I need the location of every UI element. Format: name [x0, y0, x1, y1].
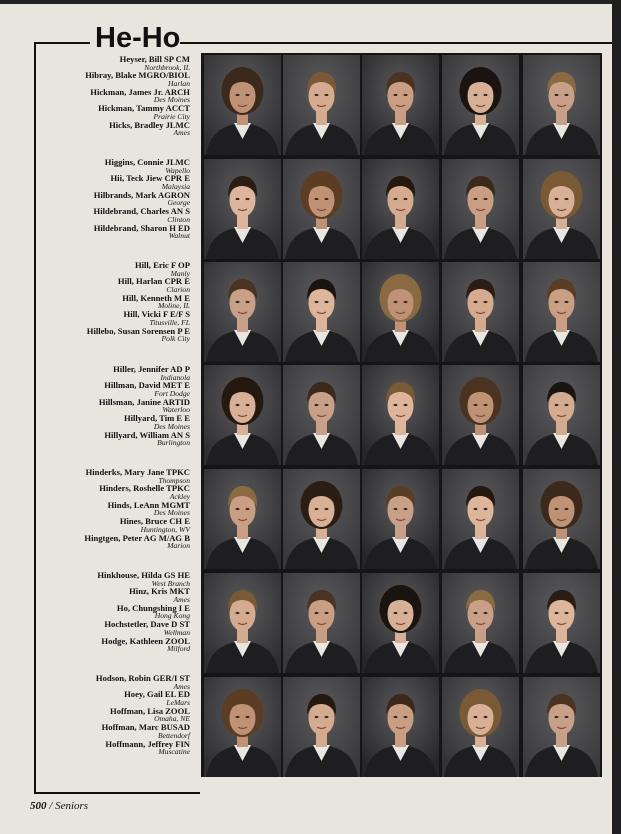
- student-hometown: LeMars: [166, 697, 190, 707]
- student-portrait: [523, 55, 600, 155]
- student-name: Hill, Eric F OP: [134, 260, 190, 270]
- photo-grid: [201, 53, 602, 777]
- student-portrait: [204, 365, 281, 465]
- student-hometown: Marion: [167, 541, 190, 551]
- student-name: Hodson, Robin GER/I ST: [95, 673, 190, 683]
- student-portrait: [442, 469, 519, 569]
- student-hometown: Prairie City: [153, 111, 190, 121]
- student-name: Hiller, Jennifer AD P: [113, 364, 190, 374]
- student-hometown: George: [167, 198, 190, 208]
- student-hometown: Ames: [173, 594, 190, 604]
- student-name: Hinds, LeAnn MGMT: [107, 499, 190, 510]
- student-name: Hoffman, Lisa ZOOL: [110, 705, 190, 716]
- student-name: Hoey, Gail EL ED: [124, 689, 190, 700]
- border-rule-bottom: [34, 792, 200, 794]
- page-edge-right: [612, 0, 621, 834]
- student-name: Hillman, David MET E: [104, 380, 190, 391]
- page-header: He-Ho: [95, 22, 181, 54]
- student-portrait: [523, 365, 600, 465]
- student-portrait: [204, 677, 281, 777]
- student-hometown: Bettendorf: [157, 730, 190, 740]
- student-portrait: [442, 573, 519, 673]
- student-portrait: [204, 159, 281, 259]
- section-name: Seniors: [55, 800, 89, 812]
- student-name: Hill, Kenneth M E: [122, 292, 190, 303]
- student-portrait: [283, 365, 360, 465]
- name-block: [40, 261, 190, 343]
- student-hometown: Malaysia: [161, 181, 190, 191]
- student-hometown: Clarion: [166, 284, 190, 294]
- student-name: Hinkhouse, Hilda GS HE: [97, 570, 190, 580]
- student-portrait: [362, 365, 439, 465]
- student-portrait: [442, 159, 519, 259]
- student-portrait: [523, 469, 600, 569]
- student-name: Hickman, James Jr. ARCH: [90, 86, 190, 97]
- student-hometown: Des Moines: [153, 95, 190, 105]
- student-hometown: Burlington: [157, 438, 190, 448]
- student-hometown: Moline, IL: [157, 301, 190, 311]
- student-hometown: Omaha, NE: [154, 714, 190, 724]
- student-hometown: Northbrook, IL: [144, 62, 190, 72]
- student-portrait: [362, 677, 439, 777]
- name-block: [40, 365, 190, 447]
- student-name: Hinz, Kris MKT: [129, 586, 190, 597]
- header-rule-right: [180, 42, 612, 44]
- student-hometown: Harlan: [168, 78, 190, 88]
- student-portrait: [204, 573, 281, 673]
- student-name: Ho, Chungshing I E: [116, 602, 190, 613]
- student-portrait: [442, 55, 519, 155]
- student-hometown: West Branch: [151, 578, 190, 588]
- student-hometown: Milford: [167, 644, 190, 654]
- student-portrait: [362, 573, 439, 673]
- student-hometown: Ackley: [169, 491, 190, 501]
- student-portrait: [442, 677, 519, 777]
- border-rule-left: [34, 42, 36, 794]
- name-block: [40, 158, 190, 240]
- student-name: Hinderks, Mary Jane TPKC: [85, 467, 190, 477]
- student-name: Hodge, Kathleen ZOOL: [101, 635, 190, 646]
- student-hometown: Walnut: [168, 231, 190, 241]
- student-name: Hoffman, Marc BUSAD: [101, 722, 190, 733]
- student-portrait: [283, 677, 360, 777]
- student-name: Hines, Bruce CH E: [119, 516, 190, 527]
- name-block: [40, 674, 190, 756]
- student-name: Hilbrands, Mark AGRON: [93, 189, 190, 200]
- student-name: Hibray, Blake MGRO/BIOL: [85, 70, 190, 81]
- student-name: Hillyard, Tim E E: [123, 413, 190, 424]
- student-hometown: Clinton: [167, 214, 190, 224]
- student-name: Hochstetler, Dave D ST: [104, 619, 190, 630]
- student-portrait: [362, 159, 439, 259]
- student-hometown: Polk City: [161, 334, 190, 344]
- student-portrait: [523, 677, 600, 777]
- student-name: Hicks, Bradley JLMC: [109, 119, 190, 130]
- page-number: 500: [30, 800, 47, 812]
- student-hometown: Fort Dodge: [154, 388, 190, 398]
- student-portrait: [283, 159, 360, 259]
- student-name: Hinders, Roshelle TPKC: [99, 483, 190, 494]
- student-portrait: [523, 573, 600, 673]
- student-portrait: [523, 159, 600, 259]
- student-hometown: Huntington, WV: [140, 524, 190, 534]
- student-name: Higgins, Connie JLMC: [104, 157, 190, 167]
- student-name: Hoffmann, Jeffrey FIN: [105, 738, 190, 749]
- student-name: Hickman, Tammy ACCT: [98, 103, 190, 114]
- student-hometown: Titusville, FL: [149, 317, 190, 327]
- student-portrait: [442, 262, 519, 362]
- page-footer: 500 / Seniors: [30, 800, 89, 812]
- student-name: Hii, Teck Jiew CPR E: [110, 173, 190, 184]
- student-hometown: Ames: [173, 128, 190, 138]
- student-hometown: Wellman: [163, 627, 190, 637]
- student-portrait: [204, 262, 281, 362]
- student-portrait: [362, 262, 439, 362]
- student-hometown: Des Moines: [153, 421, 190, 431]
- name-block: [40, 55, 190, 137]
- student-name: Hildebrand, Sharon H ED: [93, 222, 190, 233]
- student-name: Hillsman, Janine ARTID: [98, 396, 190, 407]
- header-rule-left: [34, 42, 90, 44]
- student-portrait: [523, 262, 600, 362]
- student-portrait: [362, 55, 439, 155]
- student-portrait: [283, 55, 360, 155]
- student-portrait: [362, 469, 439, 569]
- student-name: Hill, Vicki F E/F S: [123, 309, 190, 320]
- name-block: [40, 468, 190, 550]
- student-hometown: Waterloo: [162, 405, 190, 415]
- student-name: Hillyard, William AN S: [104, 429, 190, 440]
- student-hometown: Indianola: [160, 372, 190, 382]
- student-portrait: [283, 573, 360, 673]
- student-name: Hillebo, Susan Sorensen P E: [86, 325, 190, 336]
- student-hometown: Thompson: [158, 475, 190, 485]
- student-name: Hingtgen, Peter AG M/AG B: [84, 532, 190, 543]
- student-hometown: Des Moines: [153, 508, 190, 518]
- student-portrait: [204, 55, 281, 155]
- student-hometown: Ames: [173, 681, 190, 691]
- student-portrait: [204, 469, 281, 569]
- student-hometown: Hong Kong: [154, 611, 190, 621]
- student-portrait: [442, 365, 519, 465]
- student-hometown: Muscatine: [158, 747, 190, 757]
- student-hometown: Manly: [170, 268, 190, 278]
- student-portrait: [283, 262, 360, 362]
- student-name: Hill, Harlan CPR E: [117, 276, 190, 287]
- student-name: Hildebrand, Charles AN S: [93, 206, 190, 217]
- student-hometown: Wapello: [165, 165, 190, 175]
- student-name: Heyser, Bill SP CM: [119, 54, 190, 64]
- name-block: [40, 571, 190, 653]
- student-portrait: [283, 469, 360, 569]
